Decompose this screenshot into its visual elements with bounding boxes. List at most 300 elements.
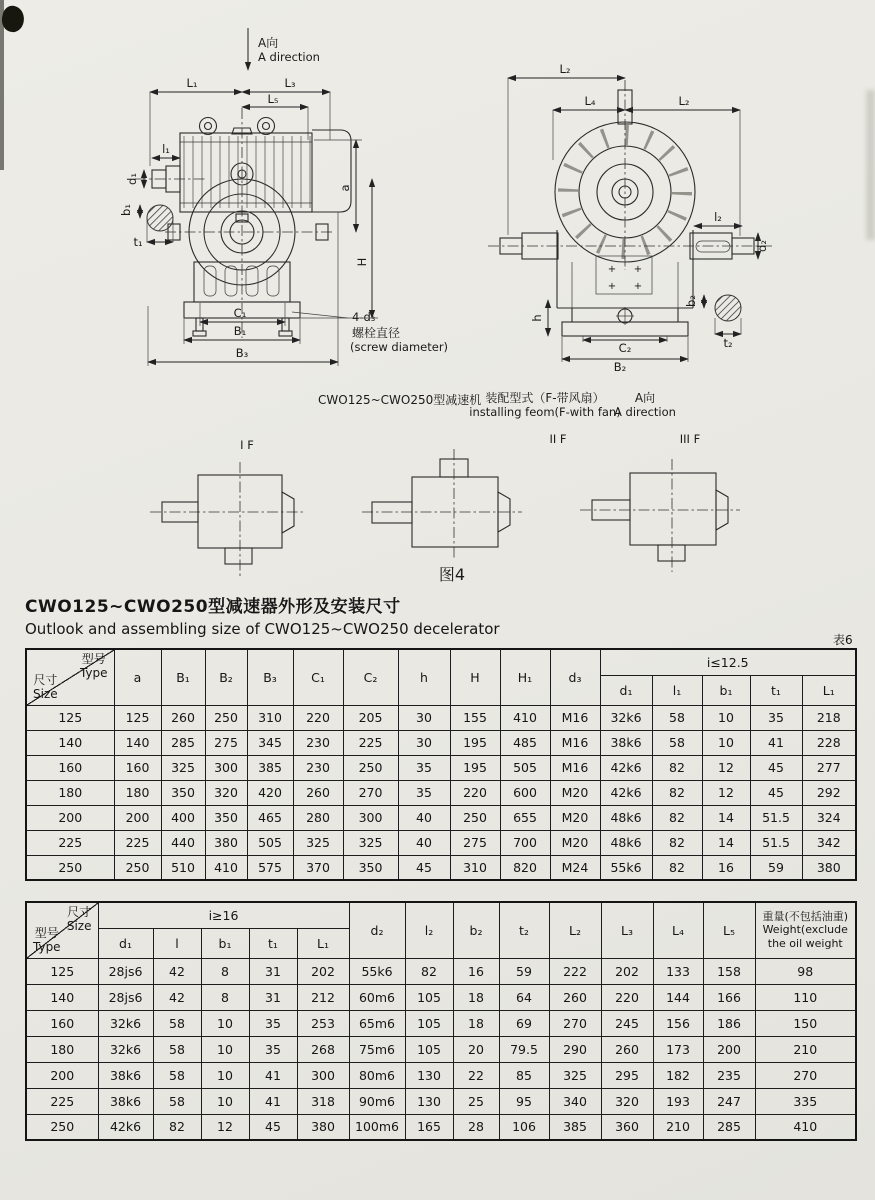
col-header-L4: L₄ xyxy=(653,902,703,958)
table-row xyxy=(26,1036,856,1062)
value-cell: 202 xyxy=(297,958,349,984)
a-direction2-cn: A向 xyxy=(634,391,656,405)
col-header-l: l xyxy=(153,928,201,958)
value-cell: 268 xyxy=(297,1036,349,1062)
dim-label-h: h xyxy=(530,314,544,322)
value-cell: 55k6 xyxy=(600,855,652,880)
value-cell: 105 xyxy=(405,984,453,1010)
value-cell: 575 xyxy=(247,855,293,880)
row-size-cell: 250 xyxy=(26,1114,98,1140)
value-cell: 182 xyxy=(653,1062,703,1088)
dim-label-B3: B₃ xyxy=(235,346,249,360)
value-cell: 38k6 xyxy=(600,730,652,755)
value-cell: M16 xyxy=(550,755,600,780)
value-cell: 51.5 xyxy=(750,830,802,855)
col-header-a: a xyxy=(114,649,161,705)
col-header-d1: d₁ xyxy=(600,675,652,705)
value-cell: 105 xyxy=(405,1010,453,1036)
dim-label-l2: l₂ xyxy=(714,210,722,224)
value-cell: 14 xyxy=(702,830,750,855)
value-cell: 270 xyxy=(549,1010,601,1036)
value-cell: 30 xyxy=(398,730,450,755)
corner-top-en: Size xyxy=(66,918,92,933)
variant-label-IIF: II F xyxy=(549,432,567,446)
value-cell: 12 xyxy=(702,755,750,780)
dim-label-H: H xyxy=(355,257,369,267)
left-drawing-caption: CWO125~CWO250型减速机 xyxy=(318,393,482,407)
value-cell: 300 xyxy=(343,805,398,830)
value-cell: 40 xyxy=(398,805,450,830)
a-direction-arrow xyxy=(248,28,320,70)
dim-label-d2: d₂ xyxy=(755,240,769,252)
value-cell: 79.5 xyxy=(499,1036,549,1062)
value-cell: 230 xyxy=(293,755,343,780)
value-cell: 58 xyxy=(153,1088,201,1114)
value-cell: 350 xyxy=(343,855,398,880)
row-size-cell: 180 xyxy=(26,780,114,805)
table-row xyxy=(26,1062,856,1088)
row-size-cell: 200 xyxy=(26,805,114,830)
value-cell: 325 xyxy=(293,830,343,855)
value-cell: 505 xyxy=(500,755,550,780)
value-cell: 600 xyxy=(500,780,550,805)
value-cell: 335 xyxy=(755,1088,856,1114)
mounting-variant-IIIF xyxy=(580,432,740,572)
value-cell: 41 xyxy=(249,1062,297,1088)
value-cell: 58 xyxy=(153,1036,201,1062)
value-cell: 10 xyxy=(702,705,750,730)
value-cell: 41 xyxy=(750,730,802,755)
value-cell: 195 xyxy=(450,730,500,755)
value-cell: 260 xyxy=(161,705,205,730)
value-cell: 700 xyxy=(500,830,550,855)
corner-bottom-en: Type xyxy=(33,939,61,954)
value-cell: 106 xyxy=(499,1114,549,1140)
value-cell: 58 xyxy=(652,705,702,730)
row-size-cell: 225 xyxy=(26,830,114,855)
value-cell: 320 xyxy=(205,780,247,805)
value-cell: 18 xyxy=(453,984,499,1010)
row-size-cell: 250 xyxy=(26,855,114,880)
value-cell: 32k6 xyxy=(98,1036,153,1062)
value-cell: 16 xyxy=(702,855,750,880)
value-cell: 55k6 xyxy=(349,958,405,984)
value-cell: 385 xyxy=(549,1114,601,1140)
value-cell: 253 xyxy=(297,1010,349,1036)
value-cell: 133 xyxy=(653,958,703,984)
value-cell: 228 xyxy=(802,730,856,755)
value-cell: 58 xyxy=(153,1010,201,1036)
value-cell: 235 xyxy=(703,1062,755,1088)
table-row xyxy=(26,830,856,855)
value-cell: 212 xyxy=(297,984,349,1010)
col-header-L3: L₃ xyxy=(601,902,653,958)
value-cell: 12 xyxy=(201,1114,249,1140)
value-cell: 270 xyxy=(755,1062,856,1088)
value-cell: 250 xyxy=(114,855,161,880)
value-cell: 230 xyxy=(293,730,343,755)
svg-text:+: + xyxy=(633,281,643,292)
value-cell: 260 xyxy=(293,780,343,805)
svg-text:+: + xyxy=(633,264,643,275)
dim-label-a: a xyxy=(338,184,352,192)
table-row xyxy=(26,755,856,780)
page-title-cn: CWO125~CWO250型减速器外形及安装尺寸 xyxy=(25,597,401,617)
value-cell: 22 xyxy=(453,1062,499,1088)
value-cell: 360 xyxy=(601,1114,653,1140)
dim-label-b1: b₁ xyxy=(119,204,133,216)
col-header-t2: t₂ xyxy=(499,902,549,958)
row-size-cell: 180 xyxy=(26,1036,98,1062)
value-cell: 260 xyxy=(601,1036,653,1062)
value-cell: 105 xyxy=(405,1036,453,1062)
col-header-L5: L₅ xyxy=(703,902,755,958)
value-cell: 150 xyxy=(755,1010,856,1036)
value-cell: 380 xyxy=(205,830,247,855)
value-cell: 130 xyxy=(405,1088,453,1114)
value-cell: 82 xyxy=(652,830,702,855)
dim-label-L4: L₄ xyxy=(584,94,596,108)
value-cell: 310 xyxy=(450,855,500,880)
value-cell: 325 xyxy=(549,1062,601,1088)
value-cell: 51.5 xyxy=(750,805,802,830)
col-header-C1: C₁ xyxy=(293,649,343,705)
value-cell: 110 xyxy=(755,984,856,1010)
value-cell: 90m6 xyxy=(349,1088,405,1114)
figure-caption: 图4 xyxy=(438,565,466,584)
value-cell: 82 xyxy=(652,805,702,830)
table-row xyxy=(26,958,856,984)
value-cell: 38k6 xyxy=(98,1062,153,1088)
value-cell: 35 xyxy=(249,1010,297,1036)
value-cell: 10 xyxy=(201,1010,249,1036)
value-cell: 202 xyxy=(601,958,653,984)
value-cell: 166 xyxy=(703,984,755,1010)
value-cell: 82 xyxy=(652,755,702,780)
corner-top-cn: 尺寸 xyxy=(67,905,92,919)
variant-label-IIIF: III F xyxy=(679,432,701,446)
dimension-table-1 xyxy=(25,648,857,881)
value-cell: 290 xyxy=(549,1036,601,1062)
value-cell: 285 xyxy=(161,730,205,755)
value-cell: 820 xyxy=(500,855,550,880)
value-cell: 82 xyxy=(652,855,702,880)
dim-label-L3: L₃ xyxy=(284,76,296,90)
col-header-t1: t₁ xyxy=(750,675,802,705)
col-header-L1: L₁ xyxy=(802,675,856,705)
value-cell: 30 xyxy=(398,705,450,730)
value-cell: 45 xyxy=(398,855,450,880)
value-cell: 58 xyxy=(652,730,702,755)
value-cell: 80m6 xyxy=(349,1062,405,1088)
value-cell: 140 xyxy=(114,730,161,755)
value-cell: 340 xyxy=(549,1088,601,1114)
value-cell: M24 xyxy=(550,855,600,880)
value-cell: 45 xyxy=(750,755,802,780)
value-cell: M20 xyxy=(550,780,600,805)
dim-label-t2: t₂ xyxy=(723,336,733,350)
a-direction2-en: A direction xyxy=(614,405,676,419)
table-row xyxy=(26,705,856,730)
corner-bottom-en: Size xyxy=(33,686,58,701)
value-cell: 59 xyxy=(750,855,802,880)
dim-label-t1: t₁ xyxy=(133,235,143,249)
value-cell: 48k6 xyxy=(600,805,652,830)
value-cell: 250 xyxy=(205,705,247,730)
corner-top-cn: 型号 xyxy=(81,652,106,666)
value-cell: 275 xyxy=(205,730,247,755)
value-cell: 35 xyxy=(750,705,802,730)
value-cell: 42k6 xyxy=(600,780,652,805)
dim-label-b2: b₂ xyxy=(684,295,698,307)
col-header-t1: t₁ xyxy=(249,928,297,958)
value-cell: 10 xyxy=(201,1036,249,1062)
value-cell: 220 xyxy=(450,780,500,805)
corner-bottom-cn: 型号 xyxy=(34,925,59,940)
table2-body xyxy=(26,958,856,1140)
table-row xyxy=(26,780,856,805)
value-cell: 280 xyxy=(293,805,343,830)
value-cell: 10 xyxy=(201,1062,249,1088)
value-cell: 158 xyxy=(703,958,755,984)
value-cell: 320 xyxy=(601,1088,653,1114)
col-header-B1: B₁ xyxy=(161,649,205,705)
col-header-weight xyxy=(755,902,856,958)
value-cell: 505 xyxy=(247,830,293,855)
table-row xyxy=(26,805,856,830)
value-cell: 28 xyxy=(453,1114,499,1140)
value-cell: 69 xyxy=(499,1010,549,1036)
value-cell: 220 xyxy=(601,984,653,1010)
svg-text:+: + xyxy=(607,281,617,292)
right-drawing-caption-en: installing feom(F-with fan) xyxy=(469,405,621,419)
variant-label-IF: I F xyxy=(240,438,254,452)
value-cell: 40 xyxy=(398,830,450,855)
col-header-b1: b₁ xyxy=(702,675,750,705)
value-cell: 200 xyxy=(703,1036,755,1062)
side-view-drawing xyxy=(119,76,481,407)
col-header-d2: d₂ xyxy=(349,902,405,958)
row-size-cell: 200 xyxy=(26,1062,98,1088)
front-view-drawing xyxy=(469,62,772,419)
table-number-tag: 表6 xyxy=(833,633,853,647)
col-header-H1: H₁ xyxy=(500,649,550,705)
dim-label-d1: d₁ xyxy=(125,173,139,185)
value-cell: 82 xyxy=(153,1114,201,1140)
value-cell: 342 xyxy=(802,830,856,855)
row-size-cell: 225 xyxy=(26,1088,98,1114)
col-header-B3: B₃ xyxy=(247,649,293,705)
row-size-cell: 160 xyxy=(26,755,114,780)
dim-label-L1: L₁ xyxy=(186,76,198,90)
dim-label-C1: C₁ xyxy=(233,306,247,320)
corner-bottom-cn: 尺寸 xyxy=(33,672,58,687)
dim-label-L2b: L₂ xyxy=(678,94,690,108)
value-cell: 125 xyxy=(114,705,161,730)
value-cell: 440 xyxy=(161,830,205,855)
value-cell: 205 xyxy=(343,705,398,730)
table-row xyxy=(26,1010,856,1036)
col-header-H: H xyxy=(450,649,500,705)
table-row xyxy=(26,730,856,755)
value-cell: 410 xyxy=(500,705,550,730)
value-cell: 10 xyxy=(702,730,750,755)
value-cell: 28js6 xyxy=(98,984,153,1010)
value-cell: 245 xyxy=(601,1010,653,1036)
screw-note-en: (screw diameter) xyxy=(350,340,449,354)
value-cell: 250 xyxy=(450,805,500,830)
mounting-variant-IIF xyxy=(362,432,567,558)
value-cell: 225 xyxy=(343,730,398,755)
value-cell: 98 xyxy=(755,958,856,984)
value-cell: 310 xyxy=(247,705,293,730)
col-header-d3: d₃ xyxy=(550,649,600,705)
a-direction-en: A direction xyxy=(258,50,320,64)
value-cell: 144 xyxy=(653,984,703,1010)
col-header-l2: l₂ xyxy=(405,902,453,958)
value-cell: 247 xyxy=(703,1088,755,1114)
value-cell: 20 xyxy=(453,1036,499,1062)
value-cell: 45 xyxy=(249,1114,297,1140)
value-cell: 318 xyxy=(297,1088,349,1114)
value-cell: 82 xyxy=(652,780,702,805)
svg-text:+: + xyxy=(607,264,617,275)
value-cell: 42 xyxy=(153,958,201,984)
value-cell: 193 xyxy=(653,1088,703,1114)
value-cell: 42 xyxy=(153,984,201,1010)
value-cell: 250 xyxy=(343,755,398,780)
value-cell: 173 xyxy=(653,1036,703,1062)
value-cell: 350 xyxy=(161,780,205,805)
value-cell: 420 xyxy=(247,780,293,805)
value-cell: 18 xyxy=(453,1010,499,1036)
screw-note-cn: 螺栓直径 xyxy=(352,326,401,340)
dim-label-l1: l₁ xyxy=(162,142,170,156)
col-header-b2: b₂ xyxy=(453,902,499,958)
col-header-L2: L₂ xyxy=(549,902,601,958)
value-cell: 210 xyxy=(755,1036,856,1062)
value-cell: 345 xyxy=(247,730,293,755)
corner-header xyxy=(26,649,114,705)
value-cell: 35 xyxy=(398,755,450,780)
value-cell: 8 xyxy=(201,984,249,1010)
value-cell: 380 xyxy=(297,1114,349,1140)
value-cell: 325 xyxy=(343,830,398,855)
value-cell: 370 xyxy=(293,855,343,880)
value-cell: 300 xyxy=(297,1062,349,1088)
col-header-L1: L₁ xyxy=(297,928,349,958)
value-cell: 130 xyxy=(405,1062,453,1088)
row-size-cell: 140 xyxy=(26,730,114,755)
value-cell: 270 xyxy=(343,780,398,805)
value-cell: 28js6 xyxy=(98,958,153,984)
group-header-ratio-low: i≤12.5 xyxy=(600,649,856,675)
value-cell: 222 xyxy=(549,958,601,984)
value-cell: 155 xyxy=(450,705,500,730)
value-cell: 510 xyxy=(161,855,205,880)
value-cell: 410 xyxy=(755,1114,856,1140)
value-cell: 35 xyxy=(398,780,450,805)
value-cell: 25 xyxy=(453,1088,499,1114)
value-cell: 410 xyxy=(205,855,247,880)
value-cell: 260 xyxy=(549,984,601,1010)
dim-label-L2: L₂ xyxy=(559,62,571,76)
value-cell: 655 xyxy=(500,805,550,830)
value-cell: 45 xyxy=(750,780,802,805)
table-row xyxy=(26,1114,856,1140)
page-title-en: Outlook and assembling size of CWO125~CWO250 decelerator xyxy=(25,620,500,638)
value-cell: M20 xyxy=(550,830,600,855)
value-cell: 180 xyxy=(114,780,161,805)
weight-header-en: Weight(exclude the oil weight xyxy=(762,923,848,951)
value-cell: 210 xyxy=(653,1114,703,1140)
corner-header xyxy=(26,902,98,958)
value-cell: 59 xyxy=(499,958,549,984)
value-cell: 300 xyxy=(205,755,247,780)
value-cell: 10 xyxy=(201,1088,249,1114)
value-cell: M16 xyxy=(550,730,600,755)
row-size-cell: 140 xyxy=(26,984,98,1010)
a-direction-cn: A向 xyxy=(258,36,279,50)
screw-note-dim: 4-d₃ xyxy=(352,310,376,324)
value-cell: 220 xyxy=(293,705,343,730)
value-cell: 325 xyxy=(161,755,205,780)
value-cell: 14 xyxy=(702,805,750,830)
right-drawing-caption-cn: 装配型式（F-带风扇） xyxy=(485,391,605,405)
value-cell: 60m6 xyxy=(349,984,405,1010)
value-cell: 400 xyxy=(161,805,205,830)
value-cell: 380 xyxy=(802,855,856,880)
value-cell: 195 xyxy=(450,755,500,780)
value-cell: 31 xyxy=(249,958,297,984)
value-cell: 165 xyxy=(405,1114,453,1140)
value-cell: 58 xyxy=(153,1062,201,1088)
value-cell: 32k6 xyxy=(600,705,652,730)
col-header-d1: d₁ xyxy=(98,928,153,958)
value-cell: 95 xyxy=(499,1088,549,1114)
dim-label-C2: C₂ xyxy=(618,341,632,355)
value-cell: 38k6 xyxy=(98,1088,153,1114)
value-cell: 156 xyxy=(653,1010,703,1036)
value-cell: 8 xyxy=(201,958,249,984)
value-cell: 186 xyxy=(703,1010,755,1036)
dim-label-B1: B₁ xyxy=(233,324,247,338)
value-cell: 85 xyxy=(499,1062,549,1088)
value-cell: 225 xyxy=(114,830,161,855)
value-cell: 292 xyxy=(802,780,856,805)
value-cell: 160 xyxy=(114,755,161,780)
dimension-table-2 xyxy=(25,901,857,1141)
value-cell: 12 xyxy=(702,780,750,805)
col-header-h: h xyxy=(398,649,450,705)
corner-top-en: Type xyxy=(79,665,108,680)
value-cell: 350 xyxy=(205,805,247,830)
value-cell: 35 xyxy=(249,1036,297,1062)
value-cell: 64 xyxy=(499,984,549,1010)
value-cell: 32k6 xyxy=(98,1010,153,1036)
mounting-variant-IF xyxy=(150,438,306,576)
value-cell: 75m6 xyxy=(349,1036,405,1062)
group-header-ratio-high: i≥16 xyxy=(98,902,349,928)
value-cell: 16 xyxy=(453,958,499,984)
value-cell: 218 xyxy=(802,705,856,730)
value-cell: M16 xyxy=(550,705,600,730)
row-size-cell: 125 xyxy=(26,705,114,730)
value-cell: 31 xyxy=(249,984,297,1010)
weight-header-cn: 重量(不包括油重) xyxy=(762,909,849,923)
value-cell: 465 xyxy=(247,805,293,830)
value-cell: 65m6 xyxy=(349,1010,405,1036)
